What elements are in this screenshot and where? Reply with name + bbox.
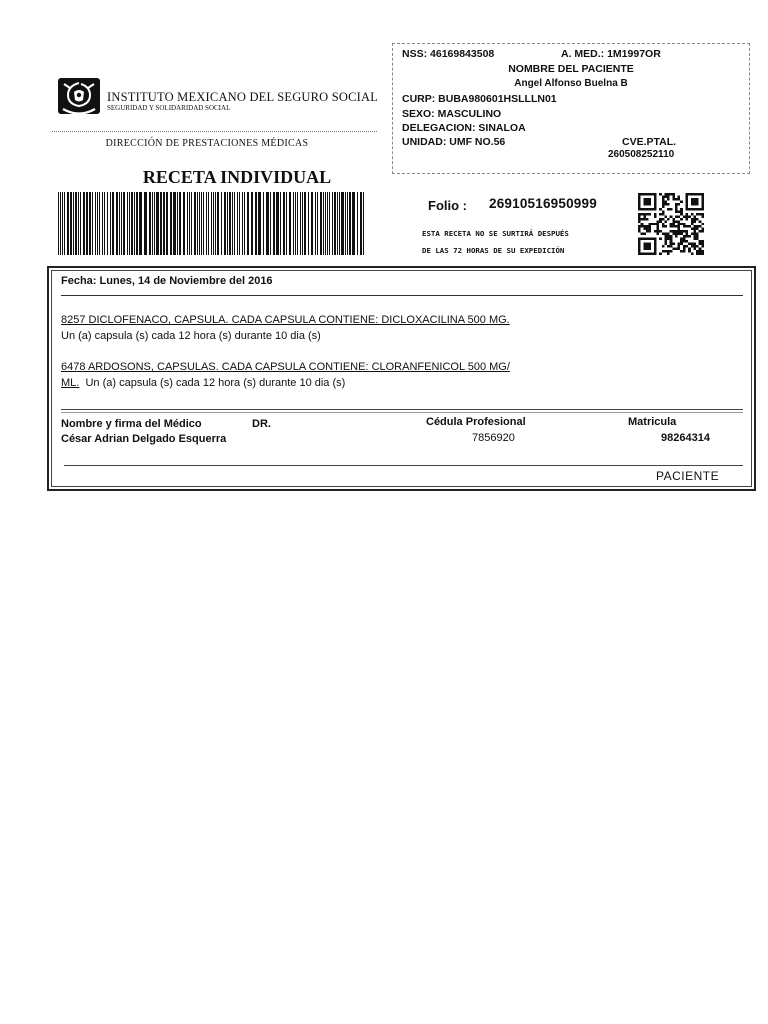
imss-logo <box>58 78 100 114</box>
unidad-label: UNIDAD: <box>402 136 447 148</box>
medication-description: ARDOSONS, CAPSULAS. CADA CAPSULA CONTIENE: CLORANFENICOL 500 MG/ <box>87 361 510 373</box>
direction-title: DIRECCIÓN DE PRESTACIONES MÉDICAS <box>105 138 309 149</box>
curp-label: CURP: <box>402 93 436 105</box>
medication-code: 6478 <box>61 361 86 373</box>
medication-code: 8257 <box>61 314 86 326</box>
cedula-value: 7856920 <box>472 432 515 444</box>
matricula-value: 98264314 <box>661 432 710 444</box>
nss-label: NSS: <box>402 48 428 60</box>
nss-value: 46169843508 <box>430 48 495 60</box>
cedula-label: Cédula Profesional <box>426 416 526 428</box>
cve-label: CVE.PTAL. <box>622 136 677 148</box>
medication-dosage: Un (a) capsula (s) cada 12 hora (s) durante 10 dia (s) <box>85 377 346 389</box>
institution-subtitle: SEGURIDAD Y SOLIDARIDAD SOCIAL <box>107 104 231 112</box>
medication-item-1-dosage: Un (a) capsula (s) cada 12 hora (s) durante 10 dia (s) <box>61 330 321 342</box>
medication-item-1-title <box>61 314 510 326</box>
unidad-row <box>402 136 505 148</box>
delegacion-row <box>402 122 526 134</box>
document-title: RECETA INDIVIDUAL <box>142 167 332 187</box>
expiry-warning-line1: ESTA RECETA NO SE SURTIRÁ DESPUÉS <box>422 229 569 238</box>
curp-value: BUBA980601HSLLLN01 <box>438 93 557 105</box>
agregado-row <box>561 48 661 60</box>
patient-name: Angel Alfonso Buelna B <box>514 78 628 89</box>
institution-name: INSTITUTO MEXICANO DEL SEGURO SOCIAL <box>107 90 379 104</box>
unidad-value: UMF NO.56 <box>449 136 506 148</box>
delegacion-label: DELEGACION: <box>402 122 476 134</box>
curp-row <box>402 93 557 105</box>
barcode <box>58 192 366 255</box>
delegacion-value: SINALOA <box>478 122 526 134</box>
medication-description: DICLOFENACO, CAPSULA. CADA CAPSULA CONTIENE: DICLOXACILINA 500 MG. <box>88 314 510 326</box>
medication-item-2-dosage-row <box>61 377 345 389</box>
folio-value: 26910516950999 <box>489 196 597 211</box>
sexo-label: SEXO: <box>402 108 435 120</box>
date-row <box>61 275 273 287</box>
header-divider <box>52 131 377 132</box>
qr-code <box>638 193 704 255</box>
agregado-value: 1M1997OR <box>607 48 661 60</box>
doctor-label: Nombre y firma del Médico <box>61 418 202 430</box>
medication-item-2-title <box>61 361 510 373</box>
nss-row <box>402 48 494 60</box>
matricula-label: Matricula <box>628 416 677 428</box>
copy-divider <box>64 465 743 466</box>
copy-label: PACIENTE <box>656 469 720 483</box>
sexo-value: MASCULINO <box>437 108 502 120</box>
date-label: Fecha: <box>61 275 97 287</box>
medication-description-cont: ML. <box>61 377 80 389</box>
patient-name-label: NOMBRE DEL PACIENTE <box>508 63 634 75</box>
agregado-label: A. MED.: <box>561 48 605 60</box>
signature-divider-2 <box>61 412 743 413</box>
date-divider <box>61 295 743 296</box>
doctor-title: DR. <box>252 418 271 430</box>
expiry-warning-line2: DE LAS 72 HORAS DE SU EXPEDICIÓN <box>422 246 565 255</box>
sexo-row <box>402 108 501 120</box>
date-value: Lunes, 14 de Noviembre del 2016 <box>99 275 273 287</box>
signature-divider <box>61 409 743 410</box>
folio-label: Folio : <box>428 198 467 213</box>
doctor-name: César Adrian Delgado Esquerra <box>61 433 227 445</box>
cve-value: 260508252110 <box>608 149 675 160</box>
